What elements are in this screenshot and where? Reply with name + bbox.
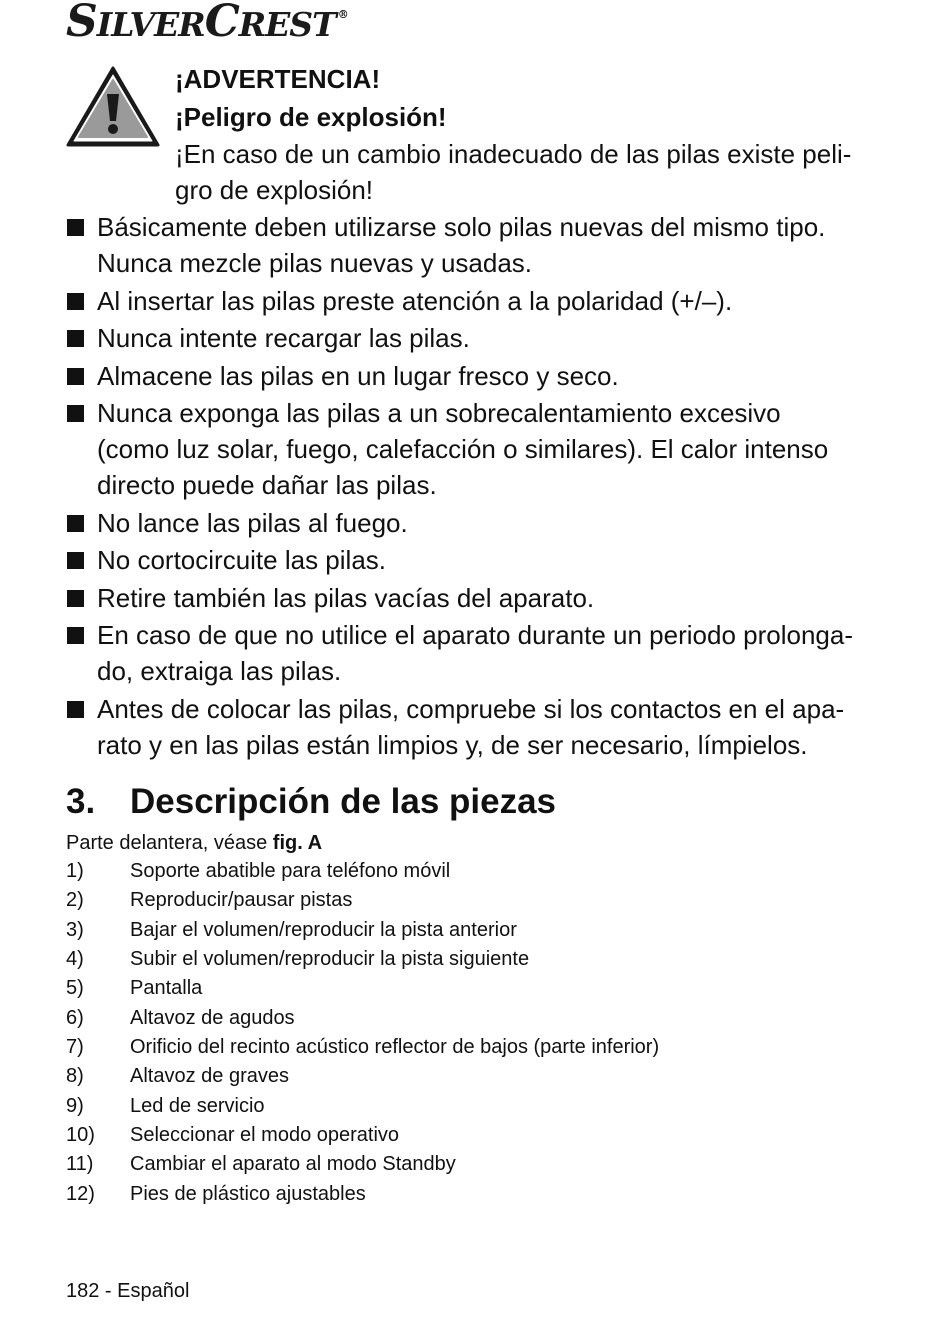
- bullet-text-line: do, extraiga las pilas.: [97, 656, 342, 686]
- bullet-text-line: No cortocircuite las pilas.: [97, 545, 386, 575]
- logo-letter: S: [66, 0, 97, 47]
- figure-reference: fig. A: [272, 832, 323, 854]
- part-label: Reproducir/pausar pistas: [130, 889, 353, 912]
- bullet-text-line: Al insertar las pilas preste atención a la polaridad (+/–).: [97, 285, 733, 316]
- part-label: Orificio del recinto acústico reflector de bajos (parte inferior): [130, 1036, 660, 1059]
- list-item: [66, 1033, 866, 1062]
- bullet-text-line: Antes de colocar las pilas, compruebe si los contactos en el apa-: [97, 693, 845, 724]
- part-number: 1): [66, 860, 84, 882]
- square-bullet-icon: [67, 552, 84, 569]
- list-item: [66, 1004, 866, 1033]
- list-item: [66, 1150, 866, 1179]
- part-number: 10): [66, 1124, 95, 1147]
- part-number: 5): [66, 977, 84, 1000]
- bullet-text-line: rato y en las pilas están limpios y, de ser necesario, límpielos.: [97, 729, 808, 760]
- part-label: Cambiar el aparato al modo Standby: [130, 1153, 456, 1176]
- bullet-text-line: (como luz solar, fuego, calefacción o similares). El calor intenso: [97, 434, 829, 464]
- part-number: 8): [66, 1065, 84, 1088]
- bullet-text-line: Nunca intente recargar las pilas.: [97, 323, 470, 353]
- bullet-text-line: directo puede dañar las pilas.: [97, 470, 437, 500]
- part-label: Led de servicio: [130, 1094, 265, 1117]
- list-item: [66, 209, 866, 281]
- bullet-text-line: Almacene las pilas en un lugar fresco y seco.: [97, 360, 619, 391]
- list-item: [66, 542, 866, 578]
- list-item: [66, 617, 866, 689]
- bullet-text-line: Retire también las pilas vacías del aparato.: [97, 582, 595, 613]
- logo-letters: ILVER: [96, 5, 205, 44]
- bullet-text-line: Básicamente deben utilizarse solo pilas nuevas del mismo tipo.: [97, 212, 826, 242]
- warning-subtitle: ¡Peligro de explosión!: [175, 102, 447, 132]
- warning-text-line: ¡En caso de un cambio inadecuado de las pilas existe peli-: [175, 139, 852, 169]
- bullet-text-line: Nunca mezcle pilas nuevas y usadas.: [97, 248, 533, 278]
- part-number: 6): [66, 1006, 84, 1029]
- intro-text: Parte delantera, véase: [66, 832, 273, 854]
- part-label: Soporte abatible para teléfono móvil: [130, 860, 451, 882]
- square-bullet-icon: [67, 701, 84, 718]
- list-item: [66, 974, 866, 1003]
- list-item: [66, 945, 866, 974]
- section-heading: [66, 780, 556, 824]
- warning-triangle-icon: [66, 66, 160, 148]
- square-bullet-icon: [67, 627, 84, 644]
- list-item: [66, 320, 866, 356]
- bullet-text-line: Nunca exponga las pilas a un sobrecalentamiento excesivo: [97, 398, 781, 428]
- part-number: 12): [66, 1182, 95, 1205]
- part-label: Subir el volumen/reproducir la pista siguiente: [130, 948, 530, 971]
- bullet-text-line: No lance las pilas al fuego.: [97, 507, 408, 538]
- logo-letter: C: [204, 0, 239, 47]
- part-number: 3): [66, 918, 84, 941]
- list-item: [66, 1121, 866, 1150]
- section-number: 3.: [66, 782, 96, 821]
- list-item: [66, 580, 866, 616]
- list-item: [66, 857, 866, 886]
- square-bullet-icon: [67, 219, 84, 236]
- part-number: 9): [66, 1094, 84, 1117]
- square-bullet-icon: [67, 293, 84, 310]
- section-title: Descripción de las piezas: [130, 782, 557, 821]
- list-item: [66, 358, 866, 394]
- part-label: Pantalla: [130, 977, 203, 1000]
- part-label: Bajar el volumen/reproducir la pista anterior: [130, 918, 517, 941]
- square-bullet-icon: [67, 590, 84, 607]
- list-item: [66, 505, 866, 541]
- page-footer: 182 - Español: [66, 1280, 190, 1302]
- part-label: Altavoz de agudos: [130, 1006, 295, 1029]
- part-number: 11): [66, 1153, 94, 1176]
- list-item: [66, 886, 866, 915]
- logo-letters: REST: [238, 5, 336, 44]
- list-item: [66, 691, 866, 763]
- registered-mark: ®: [337, 8, 348, 21]
- list-item: [66, 1180, 866, 1209]
- warning-block: [175, 60, 865, 208]
- list-item: [66, 283, 866, 319]
- part-label: Pies de plástico ajustables: [130, 1182, 366, 1205]
- list-item: [66, 1062, 866, 1091]
- square-bullet-icon: [67, 368, 84, 385]
- part-number: 2): [66, 889, 84, 912]
- warning-text-line: gro de explosión!: [175, 175, 374, 205]
- list-item: [66, 1092, 866, 1121]
- parts-intro: [66, 830, 322, 856]
- part-number: 7): [66, 1036, 84, 1059]
- part-label: Seleccionar el modo operativo: [130, 1124, 400, 1147]
- warning-title: ¡ADVERTENCIA!: [175, 64, 381, 94]
- list-item: [66, 916, 866, 945]
- square-bullet-icon: [67, 515, 84, 532]
- part-label: Altavoz de graves: [130, 1065, 289, 1088]
- square-bullet-icon: [67, 405, 84, 422]
- list-item: [66, 395, 866, 503]
- parts-list: [66, 857, 866, 1209]
- square-bullet-icon: [67, 330, 84, 347]
- safety-bullet-list: [66, 209, 866, 764]
- bullet-text-line: En caso de que no utilice el aparato durante un periodo prolonga-: [97, 620, 853, 650]
- brand-logo: [66, 0, 348, 47]
- part-number: 4): [66, 948, 84, 971]
